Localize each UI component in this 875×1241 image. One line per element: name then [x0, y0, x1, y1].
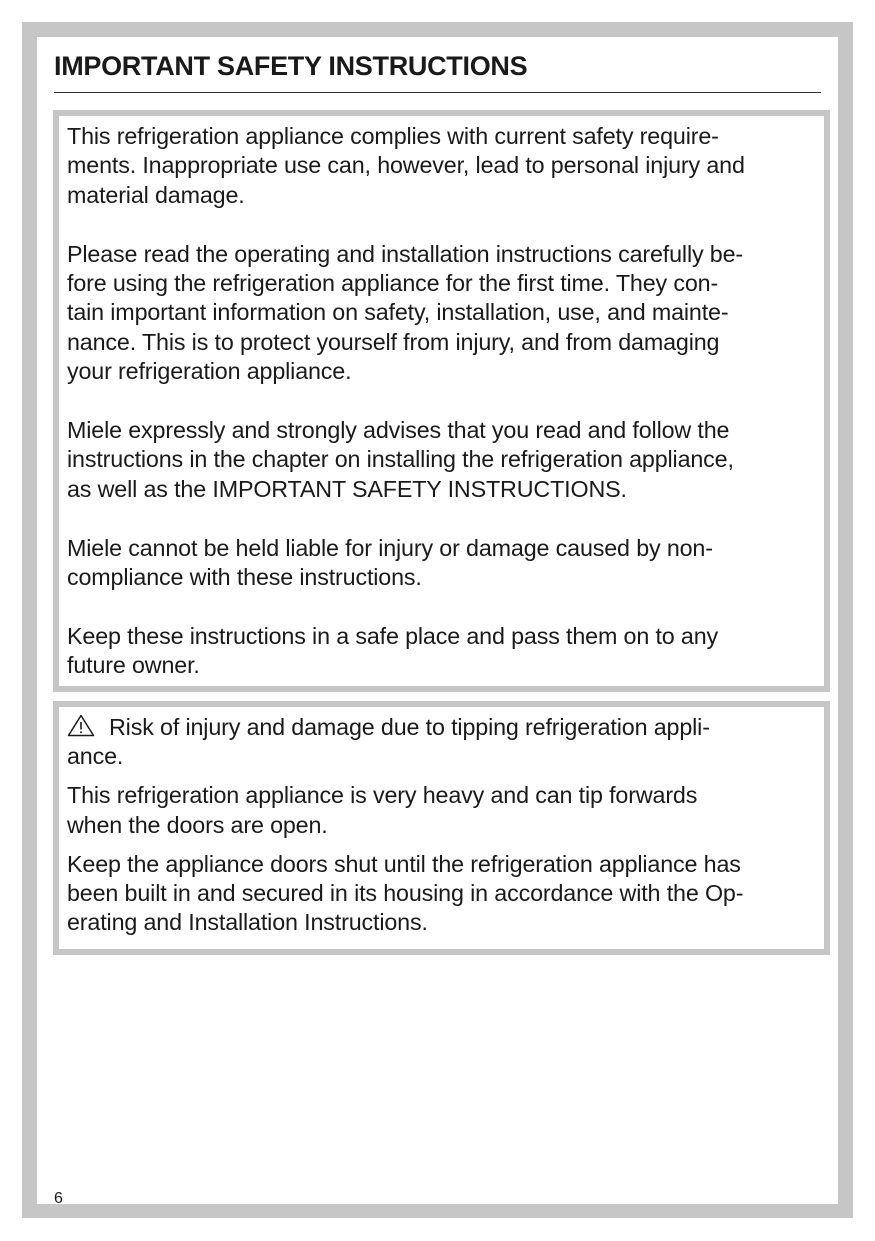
text-line: instructions in the chapter on installing the refrigeration appliance,: [67, 446, 734, 473]
warning-box: [53, 701, 830, 955]
text-line: Risk of injury and damage due to tipping refrigeration appli-: [109, 714, 710, 740]
text-line: nance. This is to protect yourself from injury, and from damaging: [67, 328, 720, 355]
text-line: been built in and secured in its housing in accordance with the Op-: [67, 880, 744, 907]
intro-paragraph-5: [67, 622, 824, 681]
text-line: as well as the IMPORTANT SAFETY INSTRUCTIONS.: [67, 475, 627, 502]
intro-paragraph-1: [67, 122, 824, 210]
text-line: Please read the operating and installation instructions carefully be-: [67, 240, 744, 267]
text-line: fore using the refrigeration appliance for the first time. They con-: [67, 270, 719, 297]
text-line: Keep these instructions in a safe place and pass them on to any: [67, 622, 719, 649]
document-page: [37, 37, 838, 1207]
text-line: Miele cannot be held liable for injury or damage caused by non-: [67, 534, 713, 561]
text-line: tain important information on safety, installation, use, and mainte-: [67, 299, 729, 326]
intro-paragraph-2: [67, 240, 824, 387]
warning-paragraph-1: [67, 781, 824, 840]
text-line: Miele expressly and strongly advises that you read and follow the: [67, 417, 730, 444]
text-line: compliance with these instructions.: [67, 564, 422, 591]
page-title: IMPORTANT SAFETY INSTRUCTIONS: [54, 51, 528, 81]
intro-box: [53, 110, 830, 692]
text-line: ments. Inappropriate use can, however, lead to personal injury and: [67, 152, 745, 179]
text-line: ance.: [67, 743, 124, 770]
text-line: erating and Installation Instructions.: [67, 909, 428, 936]
text-line: This refrigeration appliance is very heavy and can tip forwards: [67, 782, 698, 809]
warning-heading: [67, 713, 824, 772]
warning-triangle-icon: [67, 714, 95, 737]
text-line: material damage.: [67, 181, 245, 208]
intro-paragraph-3: [67, 416, 824, 504]
text-line: your refrigeration appliance.: [67, 358, 352, 385]
text-line: when the doors are open.: [67, 811, 328, 838]
page-number: 6: [54, 1190, 63, 1207]
text-line: future owner.: [67, 652, 200, 679]
text-line: Keep the appliance doors shut until the refrigeration appliance has: [67, 850, 741, 877]
title-rule: [54, 92, 821, 93]
text-line: This refrigeration appliance complies with current safety require-: [67, 123, 719, 149]
intro-paragraph-4: [67, 534, 824, 593]
warning-paragraph-2: [67, 850, 824, 938]
